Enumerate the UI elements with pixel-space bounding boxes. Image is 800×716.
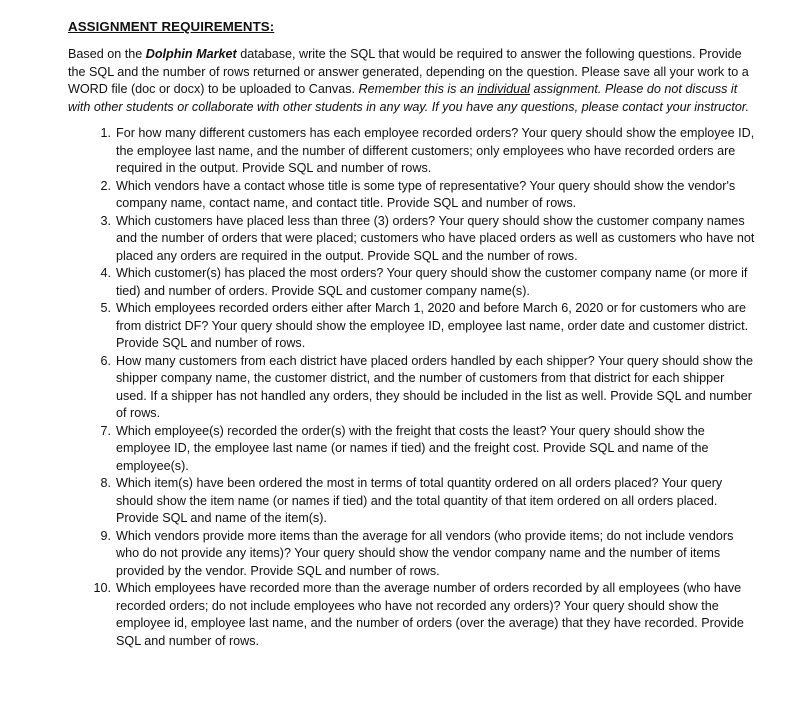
intro-text-2: database, write the SQL that would be required to answer the following questions. Provide the SQL and the number of rows returned or answer generated, depending on the question. Please save all your work to a WORD file (doc or docx) to be uploaded to Canvas. (68, 47, 749, 96)
question-item (68, 300, 758, 353)
question-text: Which employee(s) recorded the order(s) with the freight that costs the least? Your query should show the employee ID, the employee last name (or names if tied) and the freight cost. Provide SQL and name of the employee(s). (116, 423, 709, 473)
question-item (68, 423, 758, 476)
question-text: Which vendors provide more items than the average for all vendors (who provide items; do not include vendors who do not provide any items)? Your query should show the vendor company name and the number of items provided by the vendor. Provide SQL and number of rows. (116, 528, 734, 578)
question-number: 9. (100, 528, 111, 543)
intro-text-1: Based on the (68, 47, 146, 61)
database-name: Dolphin Market (145, 47, 237, 61)
question-number: 3. (100, 213, 111, 228)
question-item (68, 213, 758, 266)
intro-italic-2: assignment. Please do not discuss it with other students or collaborate with other students in any way. If you have any questions, please contact your instructor. (68, 82, 750, 114)
question-text: Which customer(s) has placed the most orders? Your query should show the customer company name (or more if tied) and number of orders. Provide SQL and customer company name(s). (116, 266, 748, 298)
question-text: For how many different customers has each employee recorded orders? Your query should show the employee ID, the employee last name, and the number of different customers; only employees who have recorded orders are required in the output. Provide SQL and number of rows. (116, 126, 755, 175)
question-item (68, 178, 758, 213)
question-item (68, 265, 758, 300)
question-number: 7. (100, 423, 111, 438)
question-number: 6. (100, 353, 111, 368)
question-number: 1. (100, 126, 111, 140)
document-page (68, 18, 758, 650)
question-item (68, 528, 758, 581)
question-text: Which item(s) have been ordered the most in terms of total quantity ordered on all orders placed? Your query should show the item name (or names if tied) and the total quantity of that item ordered on all orders placed. Provide SQL and name of the item(s). (116, 476, 723, 525)
question-number: 10. (93, 581, 111, 595)
question-number: 4. (100, 266, 111, 280)
question-item (68, 125, 758, 178)
question-number: 2. (100, 178, 111, 193)
question-item (68, 353, 758, 423)
intro-italic-1: Remember this is an (358, 82, 478, 96)
intro-paragraph (68, 46, 758, 116)
question-list (68, 125, 758, 650)
question-text: Which employees have recorded more than the average number of orders recorded by all employees (who have recorded orders; do not include employees who have not recorded any orders)? Your query should show the employee id, employee last name, and the number of orders (over the average) that they have recorded. Provide SQL and number of rows. (116, 581, 744, 648)
page-heading: ASSIGNMENT REQUIREMENTS: (68, 19, 275, 34)
question-number: 8. (100, 476, 111, 490)
question-text: Which customers have placed less than three (3) orders? Your query should show the customer company names and the number of orders that were placed; customers who have placed orders as well as customers who have not placed any orders are required in the output. Provide SQL and the number of rows. (116, 213, 755, 263)
question-item (68, 580, 758, 650)
question-item (68, 475, 758, 528)
intro-italic-underline: individual (477, 82, 530, 96)
question-text: How many customers from each district have placed orders handled by each shipper? Your query should show the shipper company name, the customer district, and the number of customers from that district for each shipper used. If a shipper has not handled any orders, they should be included in the list as well. Provide SQL and number of rows. (116, 353, 754, 420)
question-text: Which vendors have a contact whose title is some type of representative? Your query should show the vendor's company name, contact name, and contact title. Provide SQL and number of rows. (116, 178, 736, 210)
question-number: 5. (100, 301, 111, 315)
question-text: Which employees recorded orders either after March 1, 2020 and before March 6, 2020 or for customers who are from district DF? Your query should show the employee ID, employee last name, order date and customer district. Provide SQL and number of rows. (116, 301, 749, 350)
